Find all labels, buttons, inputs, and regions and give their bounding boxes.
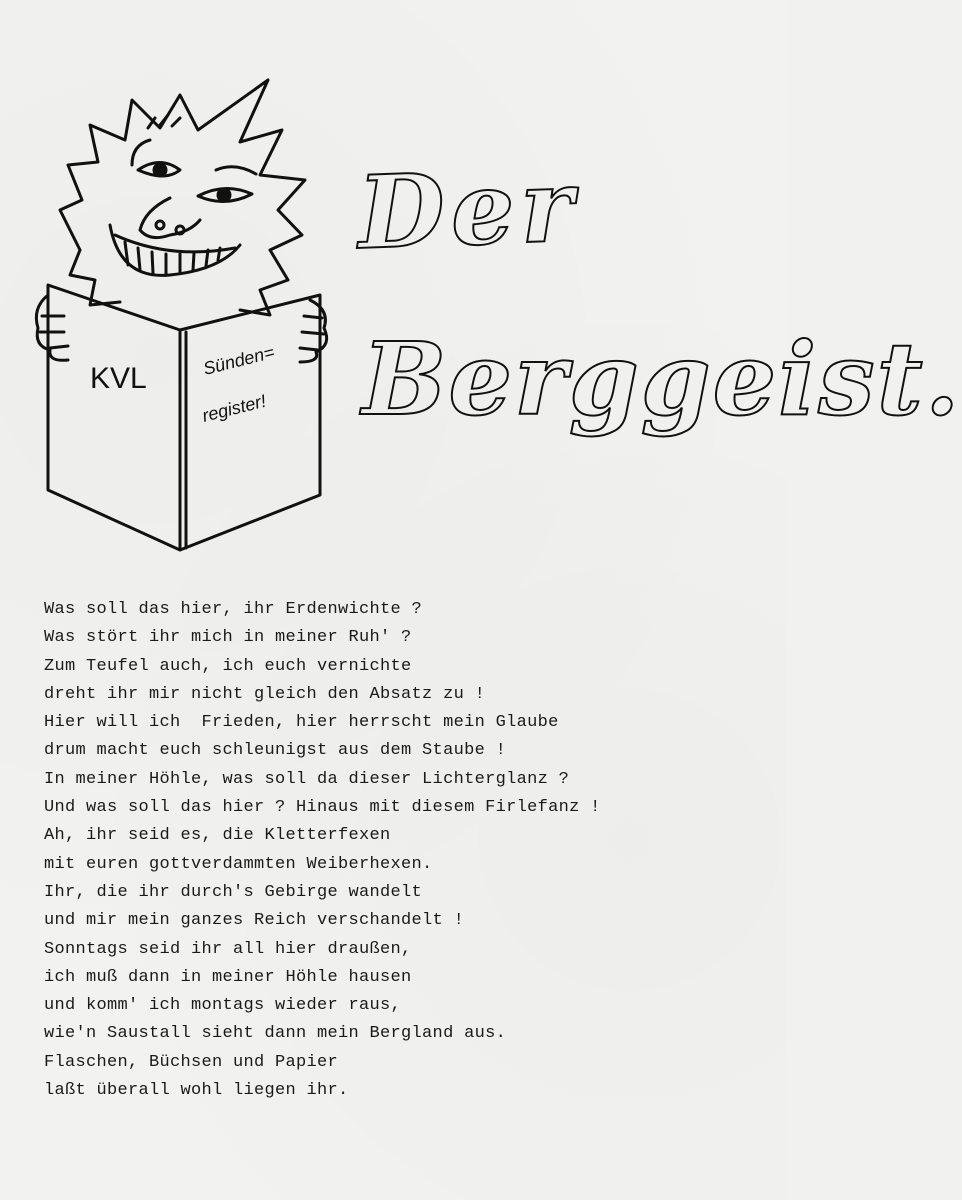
poem-text [44, 596, 744, 1105]
poem-line: In meiner Höhle, was soll da dieser Lichterglanz ? [44, 769, 570, 789]
poem-line: Hier will ich Frieden, hier herrscht mein Glaube [44, 713, 559, 733]
poem-line: drum macht euch schleunigst aus dem Staube ! [44, 741, 507, 761]
poem-line: wie'n Saustall sieht dann mein Bergland aus. [44, 1024, 507, 1044]
book-left-label: KVL [90, 362, 147, 395]
troll-reading-book-drawing [20, 70, 340, 570]
poem-line: Was soll das hier, ihr Erdenwichte ? [44, 600, 423, 619]
poem-line: und mir mein ganzes Reich verschandelt ! [44, 911, 465, 931]
book-right-label-1: Sünden= [201, 341, 277, 379]
title-line-2: Berggeist. [362, 320, 962, 438]
poem-line: Flaschen, Büchsen und Papier [44, 1052, 339, 1072]
poem-line: Ihr, die ihr durch's Gebirge wandelt [44, 882, 423, 902]
poem-line: laßt überall wohl liegen ihr. [44, 1081, 349, 1101]
poem-line: Ah, ihr seid es, die Kletterfexen [44, 826, 391, 846]
poem-line: Zum Teufel auch, ich euch vernichte [44, 656, 412, 676]
poem-line: Sonntags seid ihr all hier draußen, [44, 939, 412, 959]
title-line-1: Der [356, 146, 582, 272]
berggeist-illustration [20, 70, 340, 570]
poem-line: Was stört ihr mich in meiner Ruh' ? [44, 628, 412, 648]
poem-line: ich muß dann in meiner Höhle hausen [44, 967, 412, 987]
book-right-label-2: register! [200, 390, 269, 426]
poem-line: Und was soll das hier ? Hinaus mit diesem Firlefanz ! [44, 798, 601, 818]
poem-line: und komm' ich montags wieder raus, [44, 996, 402, 1016]
poem-line: mit euren gottverdammten Weiberhexen. [44, 854, 433, 874]
poem-line: dreht ihr mir nicht gleich den Absatz zu ! [44, 684, 486, 704]
